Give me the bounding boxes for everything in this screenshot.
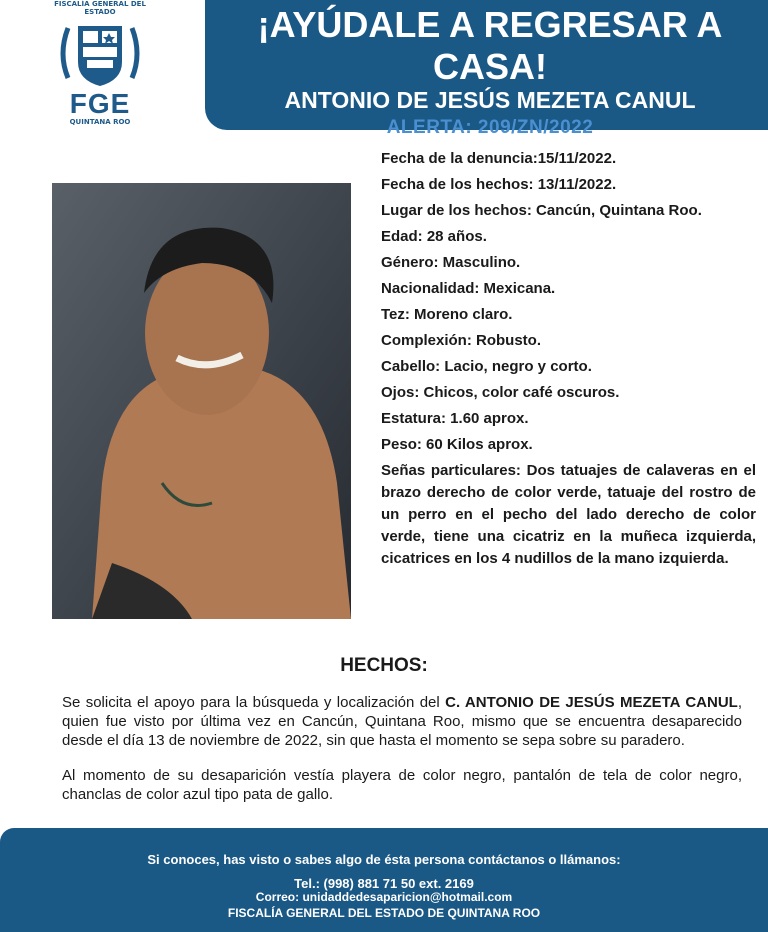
- hechos-paragraph-2: Al momento de su desaparición vestía playera de color negro, pantalón de tela de color negro, chanclas de color azul tipo pata de gallo.: [62, 767, 742, 803]
- detail-senas: Señas particulares: Dos tatuajes de calaveras en el brazo derecho de color verde, tatuaje del rostro de un perro en el pecho del lado derecho de color verde, tiene una cicatriz en la muñeca izquierda, cicatrices en los 4 nudillos de la mano izquierda.: [381, 462, 756, 567]
- detail-edad: Edad: 28 años.: [381, 228, 487, 245]
- logo-acronym: FGE: [69, 88, 131, 119]
- detail-genero: Género: Masculino.: [381, 254, 521, 271]
- fge-logo: [40, 0, 160, 140]
- detail-complexion: Complexión: Robusto.: [381, 332, 541, 349]
- detail-fecha-denuncia: Fecha de la denuncia:15/11/2022.: [381, 150, 617, 167]
- alert-number: ALERTA: 209/ZN/2022: [386, 117, 594, 138]
- detail-lugar: Lugar de los hechos: Cancún, Quintana Roo.: [381, 202, 702, 219]
- footer-email: Correo: unidaddedesaparicion@hotmail.com: [255, 890, 513, 904]
- logo-state: QUINTANA ROO: [69, 118, 131, 126]
- hechos-p1-rest: , quien fue visto por última vez en Cancún, Quintana Roo, mismo que se encuentra desaparecido desde el día 13 de noviembre de 2022, sin que hasta el momento se sepa sobre su paradero.: [62, 694, 742, 749]
- poster-title: ¡AYÚDALE A REGRESAR A CASA!: [257, 4, 723, 87]
- detail-fecha-hechos: Fecha de los hechos: 13/11/2022.: [381, 176, 617, 193]
- detail-estatura: Estatura: 1.60 aprox.: [381, 410, 529, 427]
- logo-top-text: FISCALÍA GENERAL DEL ESTADO: [54, 0, 146, 16]
- shield-emblem-icon: [54, 18, 146, 90]
- footer-call-to-action: Si conoces, has visto o sabes algo de ésta persona contáctanos o llámanos:: [147, 852, 621, 867]
- footer-phone: Tel.: (998) 881 71 50 ext. 2169: [294, 876, 474, 891]
- hechos-p1-intro: Se solicita el apoyo para la búsqueda y localización del: [62, 694, 446, 711]
- person-name: ANTONIO DE JESÚS MEZETA CANUL: [284, 87, 696, 113]
- hechos-body: [62, 693, 742, 820]
- hechos-p1-name: C. ANTONIO DE JESÚS MEZETA CANUL: [445, 694, 738, 711]
- detail-tez: Tez: Moreno claro.: [381, 306, 513, 323]
- hechos-paragraph-1: [62, 693, 742, 750]
- footer-agency: FISCALÍA GENERAL DEL ESTADO DE QUINTANA ROO: [227, 906, 541, 920]
- person-photo: [52, 183, 351, 619]
- person-details: [381, 148, 756, 574]
- hechos-heading: HECHOS:: [340, 655, 428, 676]
- detail-ojos: Ojos: Chicos, color café oscuros.: [381, 384, 620, 401]
- contact-footer: [0, 828, 768, 932]
- person-photo-image: [52, 183, 351, 619]
- detail-nacionalidad: Nacionalidad: Mexicana.: [381, 280, 556, 297]
- detail-peso: Peso: 60 Kilos aprox.: [381, 436, 533, 453]
- detail-cabello: Cabello: Lacio, negro y corto.: [381, 358, 592, 375]
